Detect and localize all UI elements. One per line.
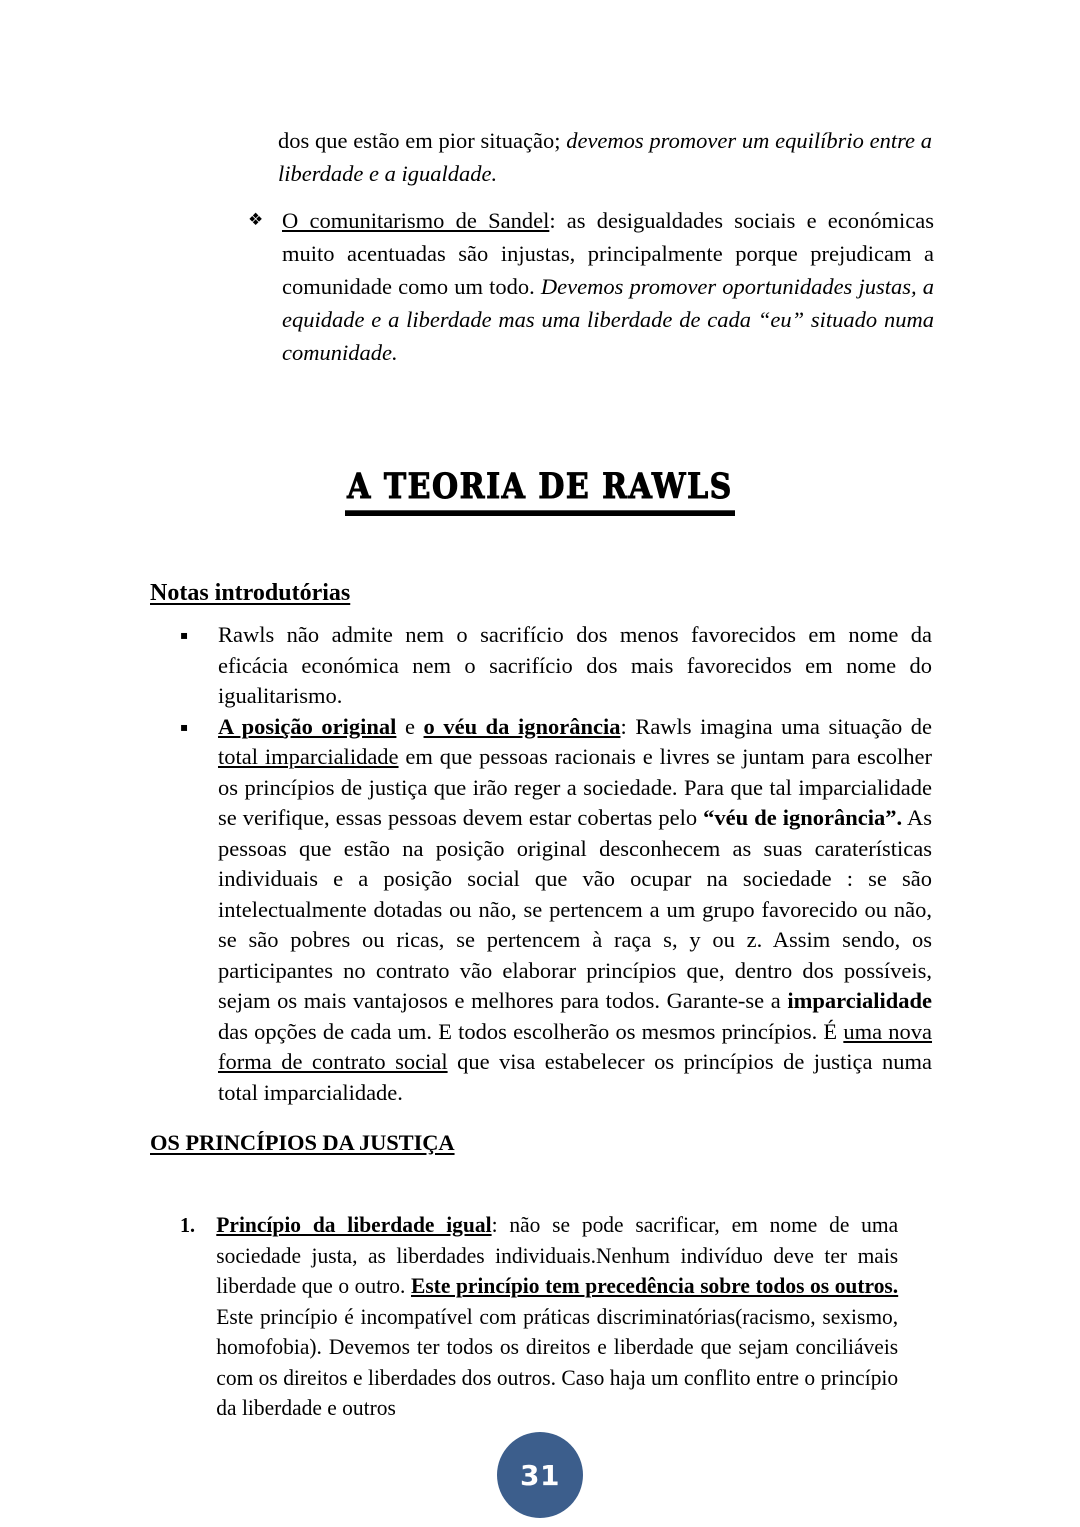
intro-italic-text: devemos promover um equilíbrio entre a liberdade e a igualdade. xyxy=(278,128,932,186)
sandel-colon: : xyxy=(549,208,567,233)
intro-plain-text: dos que estão em pior situação; xyxy=(278,128,561,153)
page-number: 31 xyxy=(520,1458,560,1492)
term-imparcialidade: imparcialidade xyxy=(787,988,932,1013)
list-number-marker: 1. xyxy=(180,1213,196,1237)
term-principio-liberdade-igual: Princípio da liberdade igual xyxy=(216,1212,492,1237)
text-segment: : não se pode sacrificar, em nome de uma sociedade justa, as liberdades individuais.Nenhum indivíduo deve ter mais liberdade que o outro. xyxy=(216,1212,899,1298)
text-segment: em que pessoas racionais e livres se juntam para escolher os princípios de justiça que irão reger a sociedade. Para que tal imparcialidade se verifique, essas pessoas devem estar cobertas pelo xyxy=(218,744,933,830)
sandel-plain-text: as desigualdades sociais e económicas muito acentuadas são injustas, principalmente porque prejudicam a comunidade como um todo. xyxy=(282,208,934,299)
list-item xyxy=(180,1210,898,1424)
quote-veu-de-ignorancia: “véu de ignorância”. xyxy=(703,805,903,830)
text-segment: que visa estabelecer os princípios de justiça numa total imparcialidade. xyxy=(218,1049,932,1105)
list-item xyxy=(180,620,932,712)
term-posicao-original: A posição original xyxy=(218,713,397,739)
diamond-bullet-icon: ❖ xyxy=(248,210,264,230)
list-item-sandel xyxy=(248,204,934,369)
text-segment: : Rawls imagina uma situação de xyxy=(620,713,932,739)
principios-list xyxy=(180,1210,898,1424)
intro-paragraph xyxy=(278,124,932,190)
square-bullet-icon: ▪ xyxy=(180,719,189,734)
section-heading-principios: OS PRINCÍPIOS DA JUSTIÇA xyxy=(150,1130,455,1155)
sandel-heading: O comunitarismo de Sandel xyxy=(282,208,550,233)
section-heading-notas: Notas introdutórias xyxy=(150,580,351,606)
square-bullet-icon: ▪ xyxy=(180,628,189,642)
list-item-body: Rawls não admite nem o sacrifício dos menos favorecidos em nome da eficácia económica nem o sacrifício dos mais favorecidos em nome do igualitarismo. xyxy=(218,622,932,708)
sandel-italic-text: Devemos promover oportunidades justas, a equidade e a liberdade mas uma liberdade de cada “eu” situado numa comunidade. xyxy=(282,274,934,365)
conjunction-e: e xyxy=(396,713,424,739)
list-item-body xyxy=(216,1210,898,1424)
page-title xyxy=(0,466,1080,516)
text-segment: das opções de cada um. E todos escolherão os mesmos princípios. É xyxy=(218,1018,844,1044)
list-item-body xyxy=(282,204,934,369)
term-veu-da-ignorancia: o véu da ignorância xyxy=(423,713,621,739)
term-precedencia: Este princípio tem precedência sobre todos os outros. xyxy=(410,1273,899,1298)
notas-list xyxy=(180,620,932,1108)
term-contrato-social: uma nova forma de contrato social xyxy=(218,1018,933,1074)
page-number-badge xyxy=(497,1432,583,1518)
list-item xyxy=(180,712,932,1109)
text-segment: Este princípio é incompatível com práticas discriminatórias(racismo, sexismo, homofobia). Devemos ter todos os direitos e liberdade que sejam conciliáveis com os direitos e liberdades dos outros. Caso haja um conflito entre o princípio da liberdade e outros xyxy=(216,1303,899,1420)
text-segment: As pessoas que estão na posição original desconhecem as suas caraterísticas individuais e a posição social que vão ocupar na sociedade : se são intelectualmente dotadas ou não, se pertencem a um grupo favorecido ou não, se são pobres ou ricas, se pertencem à raça s, y ou z. Assim sendo, os participantes no contrato vão elaborar princípios que, dentro dos possíveis, sejam os mais vantajosos e melhores para todos. Garante-se a xyxy=(218,805,932,1013)
list-item-body xyxy=(218,712,932,1109)
page-title-text: A TEORIA DE RAWLS xyxy=(345,468,735,516)
term-total-imparcialidade: total imparcialidade xyxy=(218,744,399,769)
